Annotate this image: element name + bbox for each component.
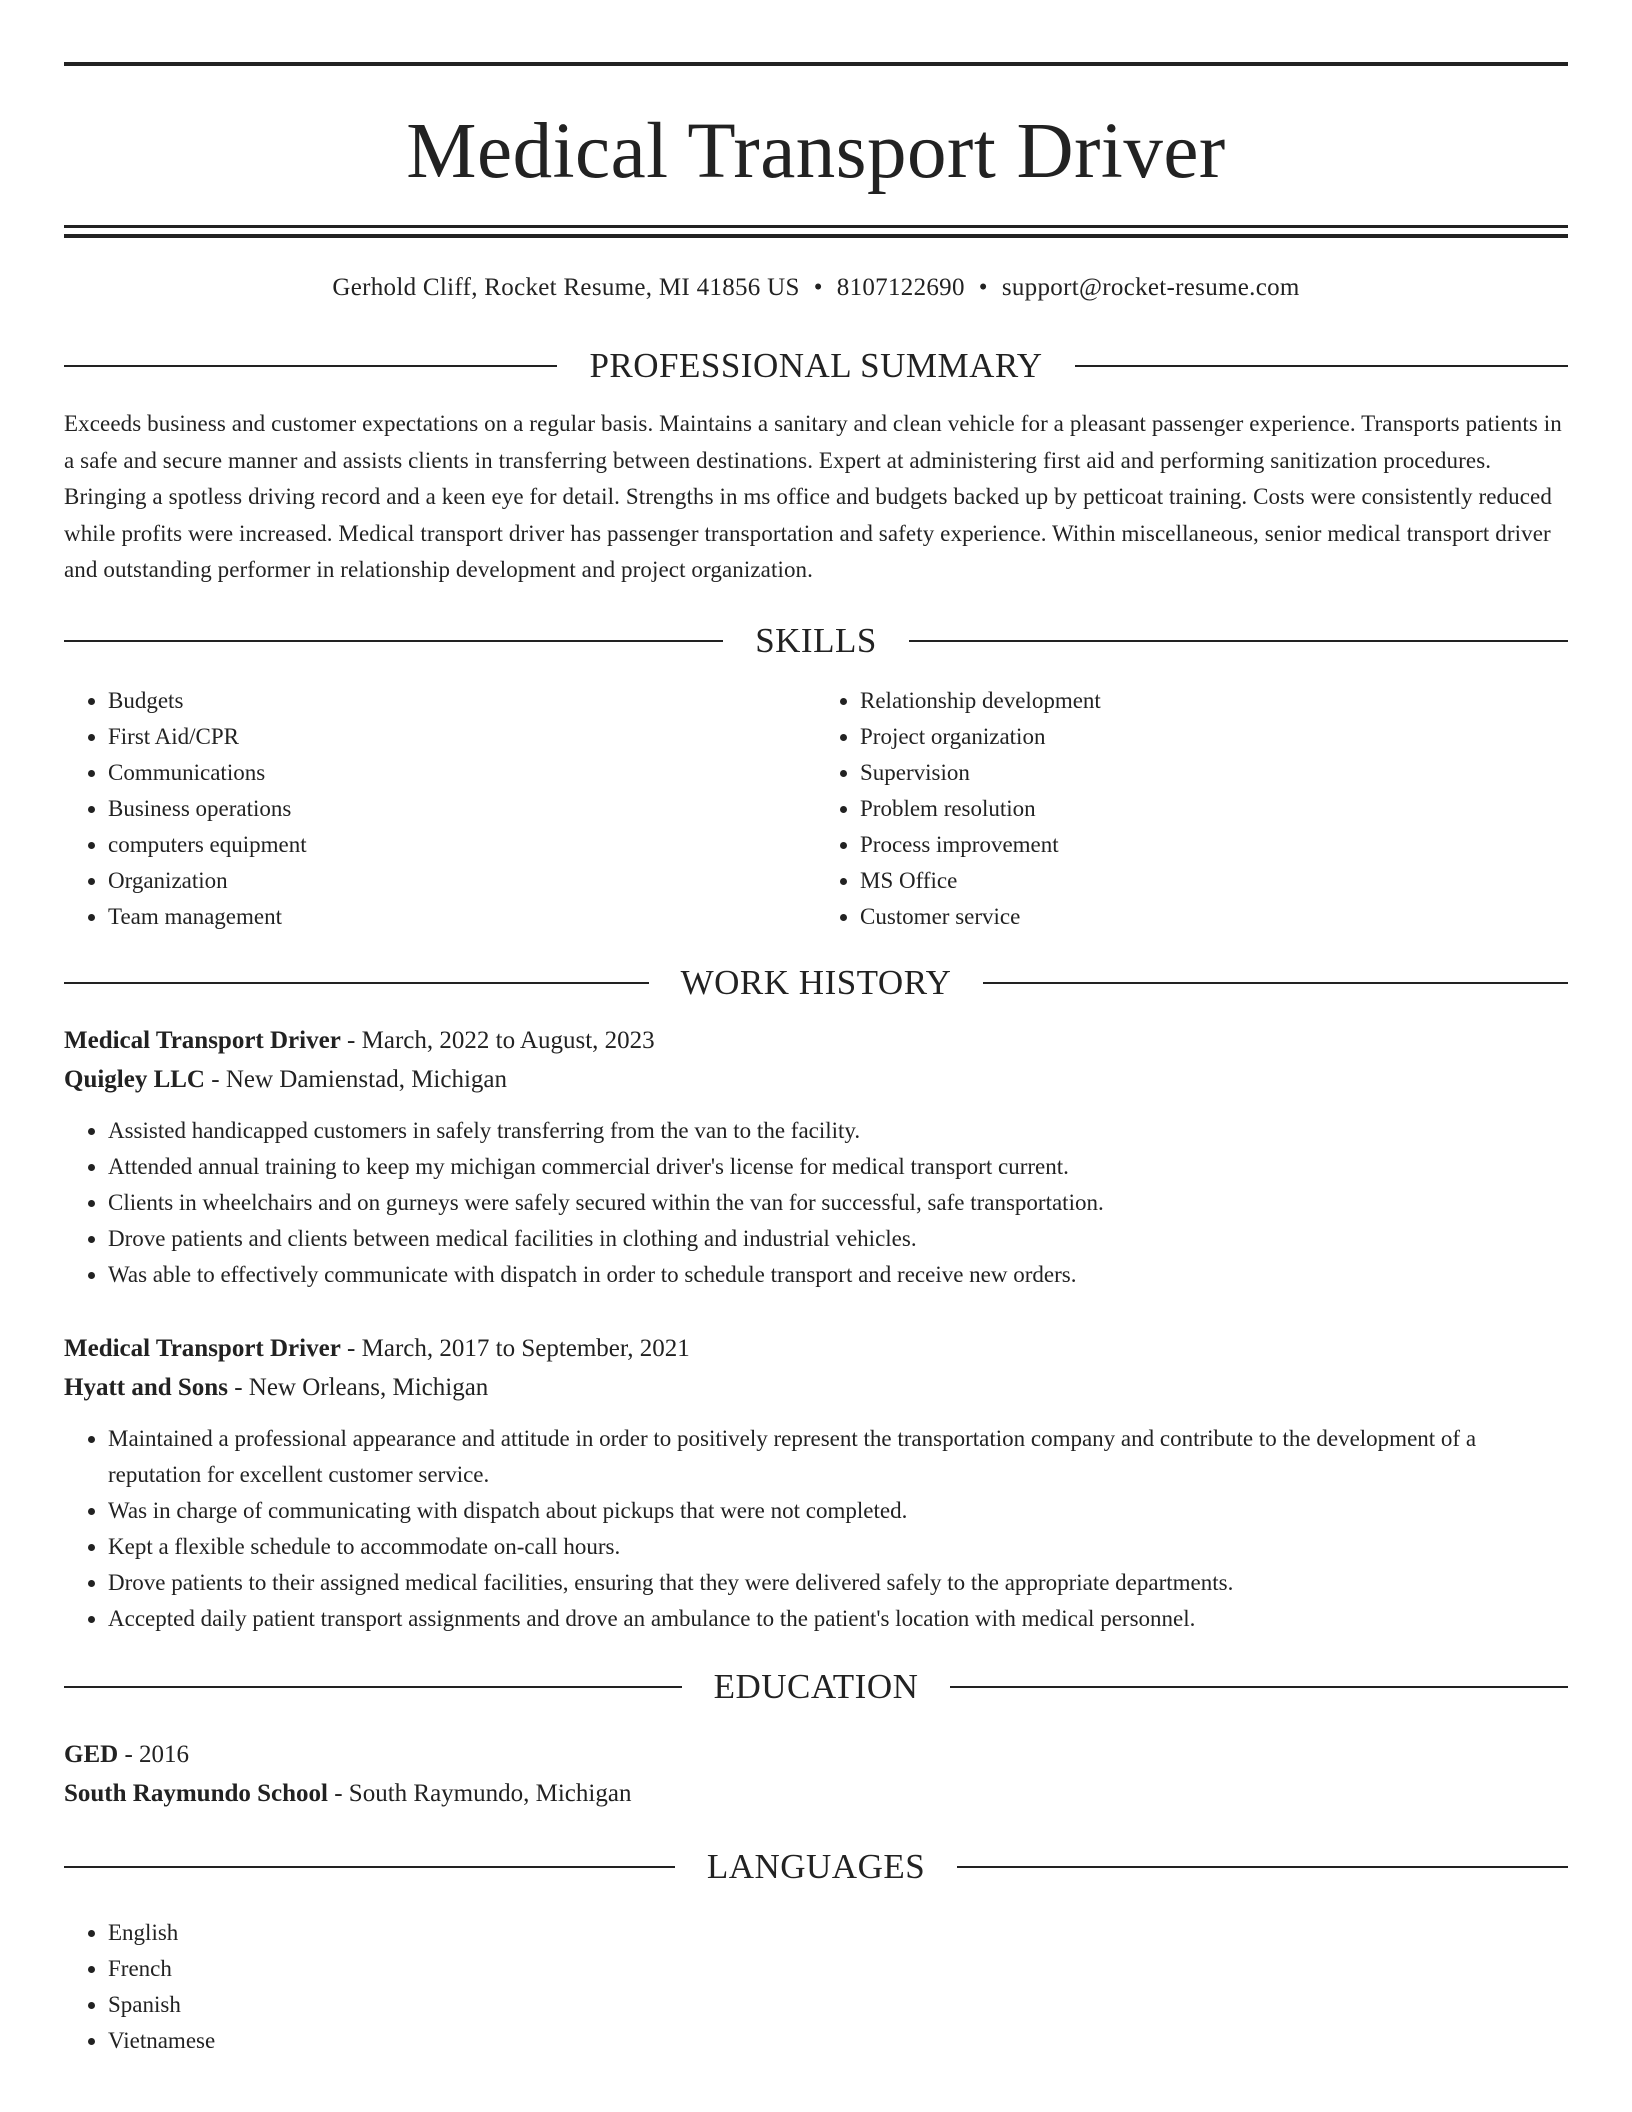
contact-address: Gerhold Cliff, Rocket Resume, MI 41856 US (332, 274, 800, 301)
header-top-rule (64, 62, 1568, 66)
skill-item: • Business operations (108, 791, 816, 827)
school-name: South Raymundo School (64, 1779, 328, 1807)
job-bullet: • Accepted daily patient transport assignments and drove an ambulance to the patient's location with medical personnel. (108, 1601, 1568, 1637)
job-bullets (64, 1421, 1568, 1637)
job-bullet: • Clients in wheelchairs and on gurneys were safely secured within the van for successful, safe transportation. (108, 1185, 1568, 1221)
section-title: SKILLS (755, 620, 877, 660)
resume-page (64, 62, 1568, 2059)
heading-rule (909, 640, 1568, 642)
skills-columns (64, 683, 1568, 935)
job-bullet: • Drove patients to their assigned medical facilities, ensuring that they were delivered safely to the appropriate departments. (108, 1565, 1568, 1601)
skill-item: • Communications (108, 755, 816, 791)
language-item: • English (108, 1915, 1568, 1951)
skill-item: • Project organization (860, 719, 1568, 755)
job-company-line (64, 1060, 1568, 1099)
skill-item: • computers equipment (108, 827, 816, 863)
job-title-line (64, 1021, 1568, 1060)
contact-phone: 8107122690 (836, 274, 965, 301)
job-bullet: • Maintained a professional appearance and attitude in order to positively represent the transportation company and contribute to the development of a reputation for excellent customer service. (108, 1421, 1568, 1493)
job-bullet: • Assisted handicapped customers in safely transferring from the van to the facility. (108, 1113, 1568, 1149)
heading-rule (64, 1866, 675, 1868)
section-title: WORK HISTORY (680, 962, 952, 1002)
section-title: PROFESSIONAL SUMMARY (589, 346, 1043, 385)
contact-line (64, 272, 1568, 304)
job-dates: - March, 2017 to September, 2021 (340, 1334, 690, 1362)
job-title: Medical Transport Driver (64, 1026, 341, 1054)
skills-list-left (64, 683, 816, 935)
contact-email: support@rocket-resume.com (1001, 274, 1300, 301)
heading-rule (64, 640, 723, 642)
skill-item: • First Aid/CPR (108, 719, 816, 755)
job-bullet: • Attended annual training to keep my michigan commercial driver's license for medical transport current. (108, 1149, 1568, 1185)
job-company: Quigley LLC (64, 1065, 205, 1093)
degree-line (64, 1735, 1568, 1774)
section-heading-work (64, 961, 1568, 1005)
job-bullet: • Kept a flexible schedule to accommodate on-call hours. (108, 1529, 1568, 1565)
job-entry (64, 1021, 1568, 1293)
contact-separator: • (813, 274, 823, 301)
education-entry (64, 1735, 1568, 1813)
section-heading-skills (64, 619, 1568, 663)
language-item: • Spanish (108, 1987, 1568, 2023)
heading-rule (983, 982, 1568, 984)
job-entry (64, 1329, 1568, 1637)
skill-item: • Customer service (860, 899, 1568, 935)
job-title-line (64, 1329, 1568, 1368)
skill-item: • Budgets (108, 683, 816, 719)
skill-item: • Problem resolution (860, 791, 1568, 827)
heading-rule (950, 1686, 1568, 1688)
section-heading-languages (64, 1845, 1568, 1889)
job-dates: - March, 2022 to August, 2023 (340, 1026, 655, 1054)
header-double-rule (64, 225, 1568, 238)
heading-rule (64, 1686, 682, 1688)
heading-rule (957, 1866, 1568, 1868)
skill-item: • Process improvement (860, 827, 1568, 863)
job-company: Hyatt and Sons (64, 1373, 228, 1401)
section-heading-summary (64, 344, 1568, 388)
degree-year: - 2016 (118, 1740, 190, 1768)
section-heading-education (64, 1665, 1568, 1709)
job-bullet: • Was in charge of communicating with dispatch about pickups that were not completed. (108, 1493, 1568, 1529)
degree: GED (64, 1740, 119, 1768)
job-location: - New Orleans, Michigan (227, 1373, 489, 1401)
heading-rule (64, 982, 649, 984)
heading-rule (1075, 365, 1568, 367)
skill-item: • Relationship development (860, 683, 1568, 719)
skill-item: • Team management (108, 899, 816, 935)
languages-list (64, 1915, 1568, 2059)
job-bullet: • Was able to effectively communicate with dispatch in order to schedule transport and receive new orders. (108, 1257, 1568, 1293)
job-title: Medical Transport Driver (64, 1334, 341, 1362)
resume-title: Medical Transport Driver (406, 108, 1226, 195)
section-title: EDUCATION (713, 1666, 919, 1706)
summary-text: Exceeds business and customer expectations on a regular basis. Maintains a sanitary and clean vehicle for a pleasant passenger experience. Transports patients in a safe and secure manner and assists clients in transferring between destinations. Expert at administering first aid and performing sanitization procedures. Bringing a spotless driving record and a keen eye for detail. Strengths in ms office and budgets backed up by petticoat training. Costs were consistently reduced while profits were increased. Medical transport driver has passenger transportation and safety experience. Within miscellaneous, senior medical transport driver and outstanding performer in relationship development and project organization. (64, 411, 1562, 582)
contact-separator: • (978, 274, 988, 301)
skill-item: • MS Office (860, 863, 1568, 899)
language-item: • Vietnamese (108, 2023, 1568, 2059)
skills-list-right (816, 683, 1568, 935)
skill-item: • Supervision (860, 755, 1568, 791)
skill-item: • Organization (108, 863, 816, 899)
job-bullets (64, 1113, 1568, 1293)
job-location: - New Damienstad, Michigan (205, 1065, 508, 1093)
job-bullet: • Drove patients and clients between medical facilities in clothing and industrial vehicles. (108, 1221, 1568, 1257)
heading-rule (64, 365, 557, 367)
language-item: • French (108, 1951, 1568, 1987)
school-line (64, 1774, 1568, 1813)
school-location: - South Raymundo, Michigan (327, 1779, 632, 1807)
section-title: LANGUAGES (706, 1846, 926, 1886)
job-company-line (64, 1368, 1568, 1407)
